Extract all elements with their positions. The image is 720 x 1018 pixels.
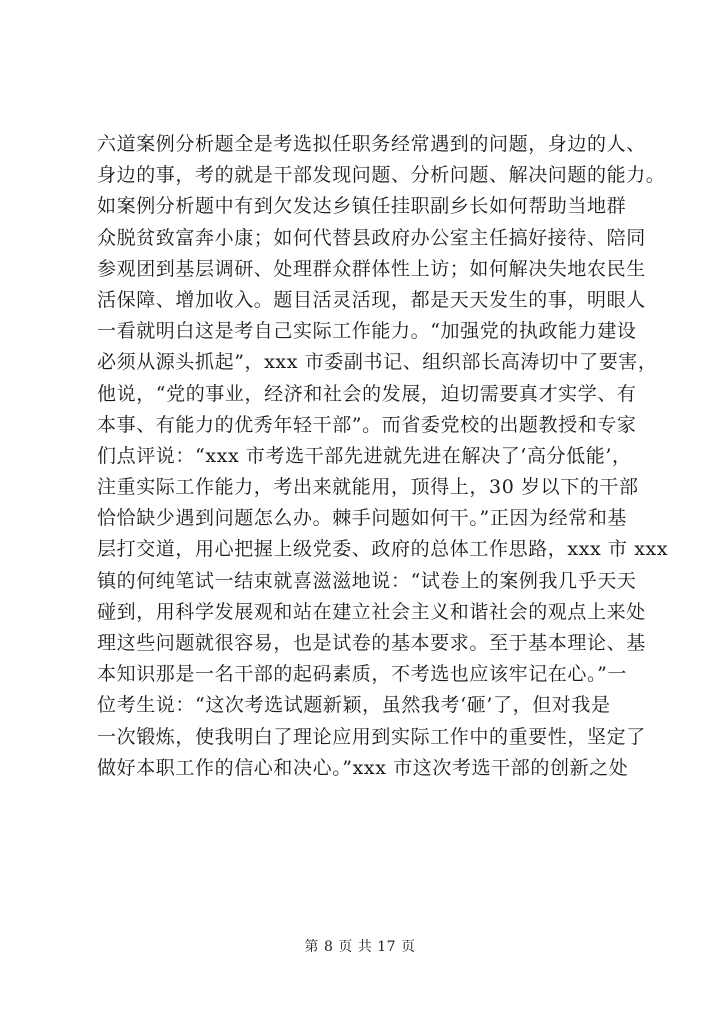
text-line: 恰恰缺少遇到问题怎么办。棘手问题如何干。”正因为经常和基 bbox=[97, 507, 628, 530]
text-line: 注重实际工作能力，考出来就能用，顶得上，30 岁以下的干部 bbox=[97, 476, 639, 499]
text-line: 一次锻炼，使我明白了理论应用到实际工作中的重要性，坚定了 bbox=[97, 725, 646, 748]
text-line: 本事、有能力的优秀年轻干部”。而省委党校的出题教授和专家 bbox=[97, 413, 637, 436]
text-line: 参观团到基层调研、处理群众群体性上访；如何解决失地农民生 bbox=[97, 257, 646, 280]
text-line: 理这些问题就很容易，也是试卷的基本要求。至于基本理论、基 bbox=[97, 632, 646, 654]
page-number-footer: 第 8 页 共 17 页 bbox=[304, 939, 416, 955]
text-line: 六道案例分析题全是考选拟任职务经常遇到的问题，身边的人、 bbox=[97, 133, 646, 155]
body-paragraph bbox=[97, 129, 669, 784]
text-line: 做好本职工作的信心和决心。”xxx 市这次考选干部的创新之处 bbox=[97, 756, 629, 779]
text-line: 他说，“党的事业，经济和社会的发展，迫切需要真才实学、有 bbox=[97, 382, 637, 405]
text-line: 必须从源头抓起”，xxx 市委副书记、组织部长高涛切中了要害， bbox=[97, 351, 658, 374]
text-line: 位考生说：“这次考选试题新颖，虽然我考‘砸’了，但对我是 bbox=[97, 694, 611, 717]
text-line: 层打交道，用心把握上级党委、政府的总体工作思路，xxx 市 xxx bbox=[97, 538, 669, 561]
text-line: 镇的何纯笔试一结束就喜滋滋地说：“试卷上的案例我几乎天天 bbox=[97, 569, 637, 592]
text-line: 们点评说：“xxx 市考选干部先进就先进在解决了‘高分低能’， bbox=[97, 444, 632, 467]
text-line: 碰到，用科学发展观和站在建立社会主义和谐社会的观点上来处 bbox=[97, 600, 646, 623]
text-line: 本知识那是一名干部的起码素质，不考选也应该牢记在心。”一 bbox=[97, 663, 628, 686]
text-line: 一看就明白这是考自己实际工作能力。“加强党的执政能力建设 bbox=[97, 320, 637, 343]
text-line: 活保障、增加收入。题目活灵活现，都是天天发生的事，明眼人 bbox=[97, 288, 646, 311]
text-line: 身边的事，考的就是干部发现问题、分析问题、解决问题的能力。 bbox=[97, 164, 666, 187]
text-line: 如案例分析题中有到欠发达乡镇任挂职副乡长如何帮助当地群 bbox=[97, 195, 627, 218]
text-line: 众脱贫致富奔小康；如何代替县政府办公室主任搞好接待、陪同 bbox=[97, 226, 646, 249]
